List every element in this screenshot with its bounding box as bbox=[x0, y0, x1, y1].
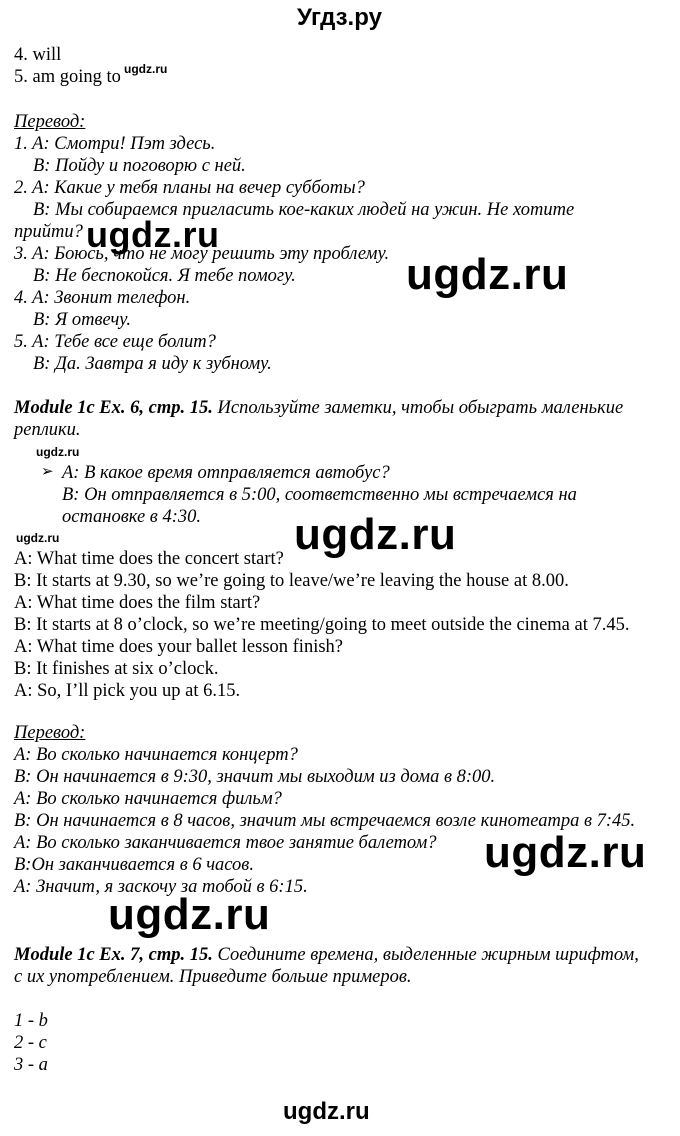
dialogue-line: A: What time does the film start? bbox=[14, 593, 261, 613]
translation-line: B: Да. Завтра я иду к зубному. bbox=[33, 354, 272, 374]
translation-line: A: Во сколько начинается концерт? bbox=[14, 745, 298, 765]
exercise-title-line2: с их употреблением. Приведите больше примеров. bbox=[14, 967, 412, 987]
translation-line: B: Не беспокойся. Я тебе помогу. bbox=[33, 266, 296, 286]
translation-line: A: Значит, я заскочу за тобой в 6:15. bbox=[14, 877, 308, 897]
answer-line: 1 - b bbox=[14, 1011, 48, 1031]
translation-line: A: Во сколько заканчивается твое занятие балетом? bbox=[14, 833, 437, 853]
translation-line: B:Он заканчивается в 6 часов. bbox=[14, 855, 254, 875]
site-title[interactable]: Угдз.ру bbox=[297, 4, 382, 31]
exercise-title bbox=[14, 944, 639, 966]
exercise-number: Module 1c Ex. 6, стр. 15. bbox=[14, 398, 213, 418]
translation-line: A: Во сколько начинается фильм? bbox=[14, 789, 282, 809]
dialogue-line: B: It finishes at six o’clock. bbox=[14, 659, 219, 679]
watermark: ugdz.ru bbox=[124, 62, 168, 76]
example-line: B: Он отправляется в 5:00, соответственно мы встречаемся на bbox=[62, 485, 577, 505]
translation-line: B: Он начинается в 9:30, значит мы выходим из дома в 8:00. bbox=[14, 767, 496, 787]
dialogue-line: B: It starts at 8 o’clock, so we’re meeting/going to meet outside the cinema at 7.45. bbox=[14, 615, 630, 635]
translation-heading: Перевод: bbox=[14, 723, 86, 743]
exercise-instruction: Соедините времена, выделенные жирным шрифтом, bbox=[212, 945, 639, 965]
watermark: ugdz.ru bbox=[484, 828, 647, 877]
exercise-title bbox=[14, 397, 623, 419]
exercise-instruction: Используйте заметки, чтобы обыграть маленькие bbox=[212, 398, 624, 418]
watermark: ugdz.ru bbox=[86, 214, 220, 255]
dialogue-line: A: What time does the concert start? bbox=[14, 549, 284, 569]
watermark: ugdz.ru bbox=[16, 531, 60, 545]
answer-line: 5. am going to bbox=[14, 67, 121, 87]
translation-heading: Перевод: bbox=[14, 112, 86, 132]
watermark: ugdz.ru bbox=[108, 890, 271, 939]
answer-line: 3 - a bbox=[14, 1055, 48, 1075]
translation-line: 2. A: Какие у тебя планы на вечер субботы? bbox=[14, 178, 365, 198]
exercise-number: Module 1c Ex. 7, стр. 15. bbox=[14, 945, 213, 965]
translation-line: 3. A: Боюсь, что не могу решить эту проблему. bbox=[14, 244, 390, 264]
answer-line: 4. will bbox=[14, 45, 62, 65]
watermark: ugdz.ru bbox=[36, 445, 80, 459]
watermark: ugdz.ru bbox=[294, 510, 457, 559]
translation-line: 4. A: Звонит телефон. bbox=[14, 288, 191, 308]
exercise-title-line2: реплики. bbox=[14, 420, 81, 440]
translation-line: B: Я отвечу. bbox=[33, 310, 131, 330]
watermark: ugdz.ru bbox=[406, 250, 569, 299]
translation-line: B: Мы собираемся пригласить кое-каких людей на ужин. Не хотите bbox=[33, 200, 575, 220]
translation-line: 5. A: Тебе все еще болит? bbox=[14, 332, 216, 352]
translation-line: прийти? bbox=[14, 222, 83, 242]
dialogue-line: A: So, I’ll pick you up at 6.15. bbox=[14, 681, 241, 701]
translation-line: B: Он начинается в 8 часов, значит мы встречаемся возле кинотеатра в 7:45. bbox=[14, 811, 636, 831]
arrow-bullet-icon: ➢ bbox=[41, 462, 54, 480]
example-line: A: В какое время отправляется автобус? bbox=[62, 463, 390, 483]
dialogue-line: B: It starts at 9.30, so we’re going to leave/we’re leaving the house at 8.00. bbox=[14, 571, 569, 591]
answer-line: 2 - c bbox=[14, 1033, 47, 1053]
translation-line: 1. A: Смотри! Пэт здесь. bbox=[14, 134, 216, 154]
translation-line: B: Пойду и поговорю с ней. bbox=[33, 156, 246, 176]
example-line: остановке в 4:30. bbox=[62, 507, 201, 527]
footer-site-link[interactable]: ugdz.ru bbox=[283, 1098, 370, 1125]
dialogue-line: A: What time does your ballet lesson finish? bbox=[14, 637, 343, 657]
